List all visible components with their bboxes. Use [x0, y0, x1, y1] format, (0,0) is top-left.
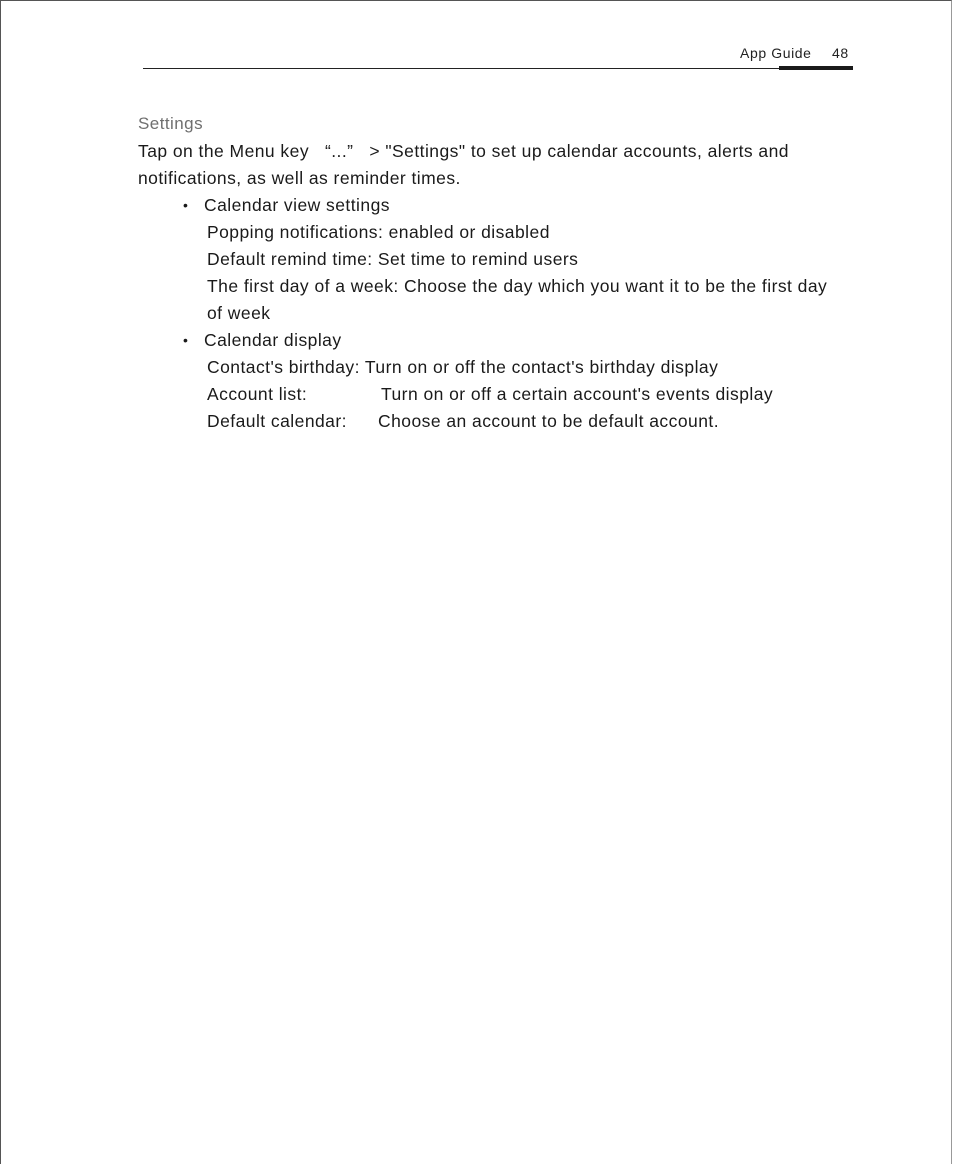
setting-row: [138, 381, 838, 408]
bullet-heading: [138, 192, 838, 219]
setting-line: Default remind time: Set time to remind users: [207, 249, 579, 269]
section-title: Settings: [138, 114, 204, 133]
bullet-heading-text: Calendar view settings: [204, 195, 390, 215]
bullet-icon: •: [183, 197, 189, 213]
setting-term: Default calendar:: [207, 411, 347, 431]
settings-group-calendar-display: [138, 327, 838, 435]
page-number: 48: [832, 45, 849, 61]
header-rule: [143, 68, 853, 69]
page-content: [138, 112, 838, 435]
setting-line: Popping notifications: enabled or disabled: [207, 222, 550, 242]
bullet-icon: •: [183, 332, 189, 348]
settings-group-calendar-view: [138, 192, 838, 327]
setting-description: Turn on or off a certain account's events display: [381, 384, 774, 404]
setting-term: Account list:: [207, 384, 308, 404]
page-header: [0, 0, 954, 80]
setting-description: Choose an account to be default account.: [378, 411, 720, 431]
section-intro: Tap on the Menu key “...” > "Settings" to set up calendar accounts, alerts and notifications, as well as reminder times.: [138, 141, 789, 188]
setting-line: The first day of a week: Choose the day which you want it to be the first day of week: [207, 276, 828, 323]
setting-row: [138, 408, 838, 435]
bullet-heading-text: Calendar display: [204, 330, 342, 350]
header-rule-accent: [779, 66, 853, 70]
setting-line: Contact's birthday: Turn on or off the contact's birthday display: [207, 357, 719, 377]
bullet-heading: [138, 327, 838, 354]
header-guide-label: App Guide: [740, 45, 812, 61]
